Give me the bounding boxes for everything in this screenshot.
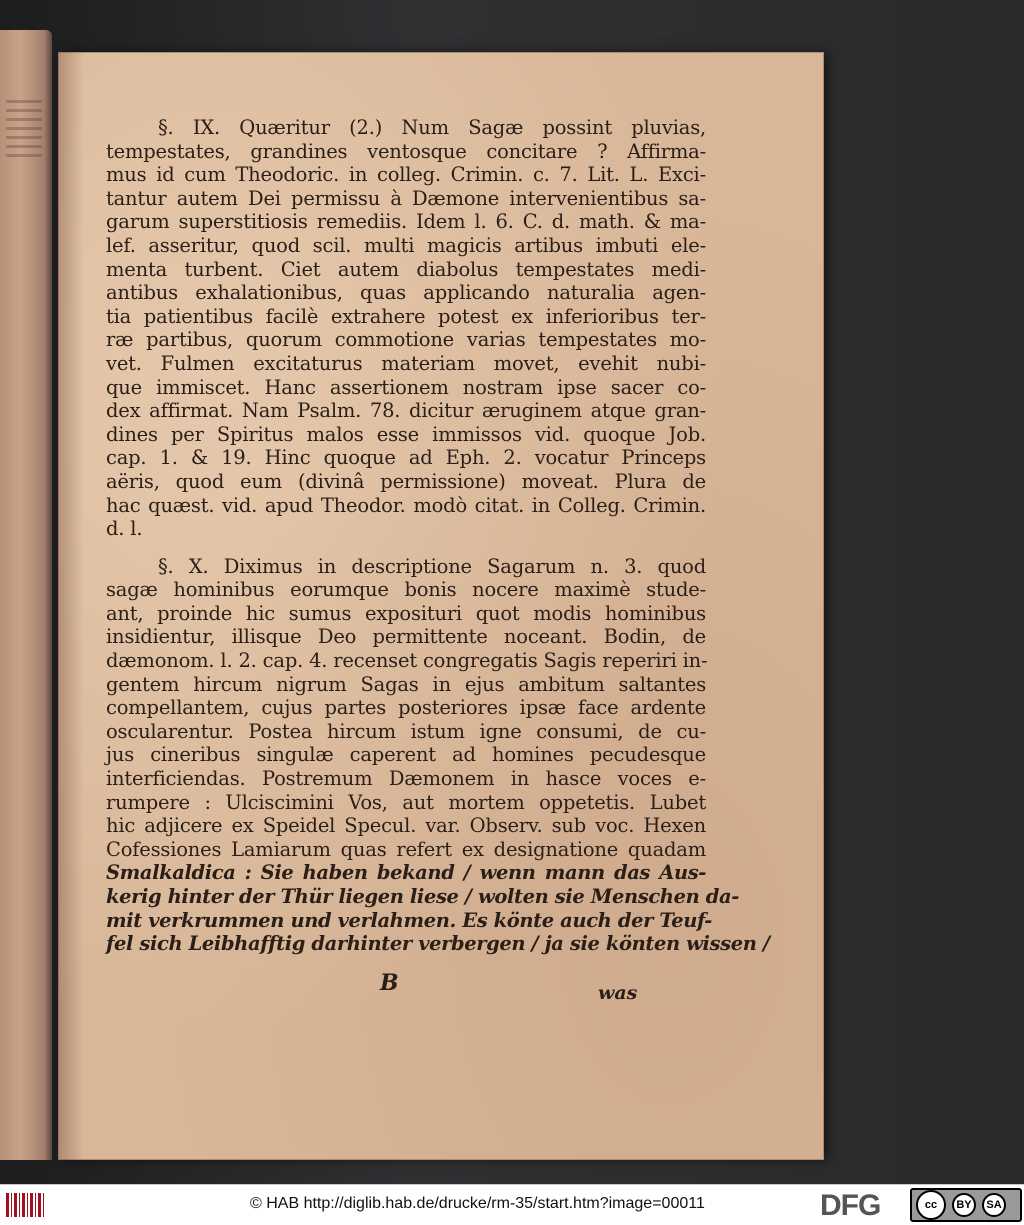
cc-license-icon: cc (916, 1190, 946, 1220)
text-line: garum superstitiosis remediis. Idem l. 6. C. d. math. & ma- (106, 210, 706, 234)
text-line: dæmonom. l. 2. cap. 4. recenset congregatis Sagis reperiri in- (106, 649, 708, 673)
text-line: ant, proinde hic sumus exposituri quot modis hominibus (106, 601, 706, 625)
text-line: mit verkrummen und verlahmen. Es könte auch der Teuf- (106, 908, 712, 932)
text-line: lef. asseritur, quod scil. multi magicis artibus imbuti ele- (106, 233, 706, 257)
text-line: tempestates, grandines ventosque concitare ? Affirma- (106, 139, 706, 163)
copyright-link[interactable]: © HAB http://diglib.hab.de/drucke/rm-35/start.htm?image=00011 (250, 1195, 705, 1212)
signature-mark: B (380, 970, 399, 996)
text-line: menta turbent. Ciet autem diabolus tempestates medi- (106, 257, 706, 281)
text-line: sagæ hominibus eorumque bonis nocere maximè stude- (106, 578, 706, 602)
text-line: ræ partibus, quorum commotione varias tempestates mo- (106, 328, 706, 352)
section-ix (106, 116, 706, 541)
text-line: dines per Spiritus malos esse immissos vid. quoque Job. (106, 422, 706, 446)
text-line: jus cineribus singulæ caperent ad homines pecudesque (106, 743, 706, 767)
text-line: d. l. (106, 517, 143, 541)
text-line: Smalkaldica : Sie haben bekand / wenn mann das Aus- (106, 861, 706, 885)
text-line: hac quæst. vid. apud Theodor. modò citat. in Colleg. Crimin. (106, 493, 706, 517)
text-line: vet. Fulmen excitaturus materiam movet, evehit nubi- (106, 351, 706, 375)
catchword: was (598, 982, 638, 1004)
viewer-footer (0, 1184, 1024, 1225)
text-line: Cofessiones Lamiarum quas refert ex designatione quadam (106, 837, 706, 861)
text-line: fel sich Leibhafftig darhinter verbergen / ja sie könten wissen / (106, 932, 770, 956)
text-line: compellantem, cujus partes posteriores ipsæ face ardente (106, 696, 706, 720)
text-line: hic adjicere ex Speidel Specul. var. Observ. sub voc. Hexen (106, 814, 706, 838)
barcode-icon (6, 1193, 46, 1217)
text-line: tantur autem Dei permissu à Dæmone intervenientibus sa- (106, 186, 706, 210)
by-icon: BY (952, 1193, 976, 1217)
dfg-logo: DFG (820, 1189, 881, 1222)
text-line: kerig hinter der Thür liegen liese / wolten sie Menschen da- (106, 885, 739, 908)
text-line: oscularentur. Postea hircum istum igne consumi, de cu- (106, 719, 706, 743)
text-line: mus id cum Theodoric. in colleg. Crimin. c. 7. Lit. L. Exci- (106, 163, 706, 187)
text-line: cap. 1. & 19. Hinc quoque ad Eph. 2. vocatur Princeps (106, 446, 706, 470)
text-line: dex affirmat. Nam Psalm. 78. dicitur æruginem atque gran- (106, 399, 706, 423)
text-line: interficiendas. Postremum Dæmonem in hasce voces e- (106, 767, 706, 791)
book-page (58, 52, 824, 1160)
facing-page-edge (0, 30, 52, 1160)
text-line: gentem hircum nigrum Sagas in ejus ambitum saltantes (106, 672, 706, 696)
cc-license-badge[interactable] (910, 1188, 1022, 1222)
text-line: que immiscet. Hanc assertionem nostram ipse sacer co- (106, 375, 706, 399)
section-x (106, 554, 770, 956)
sa-icon: SA (982, 1193, 1006, 1217)
text-line: §. X. Diximus in descriptione Sagarum n. 3. quod (158, 554, 706, 578)
text-line: tia patientibus facilè extrahere potest ex inferioribus ter- (106, 304, 706, 328)
text-line: insidientur, illisque Deo permittente noceant. Bodin, de (106, 625, 706, 649)
text-line: rumpere : Ulciscimini Vos, aut mortem oppetetis. Lubet (106, 790, 706, 814)
page-text (106, 116, 770, 956)
section-gap (106, 541, 706, 555)
text-line: antibus exhalationibus, quas applicando naturalia agen- (106, 281, 706, 305)
text-line: §. IX. Quæritur (2.) Num Sagæ possint pluvias, (158, 116, 706, 139)
text-line: aëris, quod eum (divinâ permissione) moveat. Plura de (106, 469, 706, 493)
